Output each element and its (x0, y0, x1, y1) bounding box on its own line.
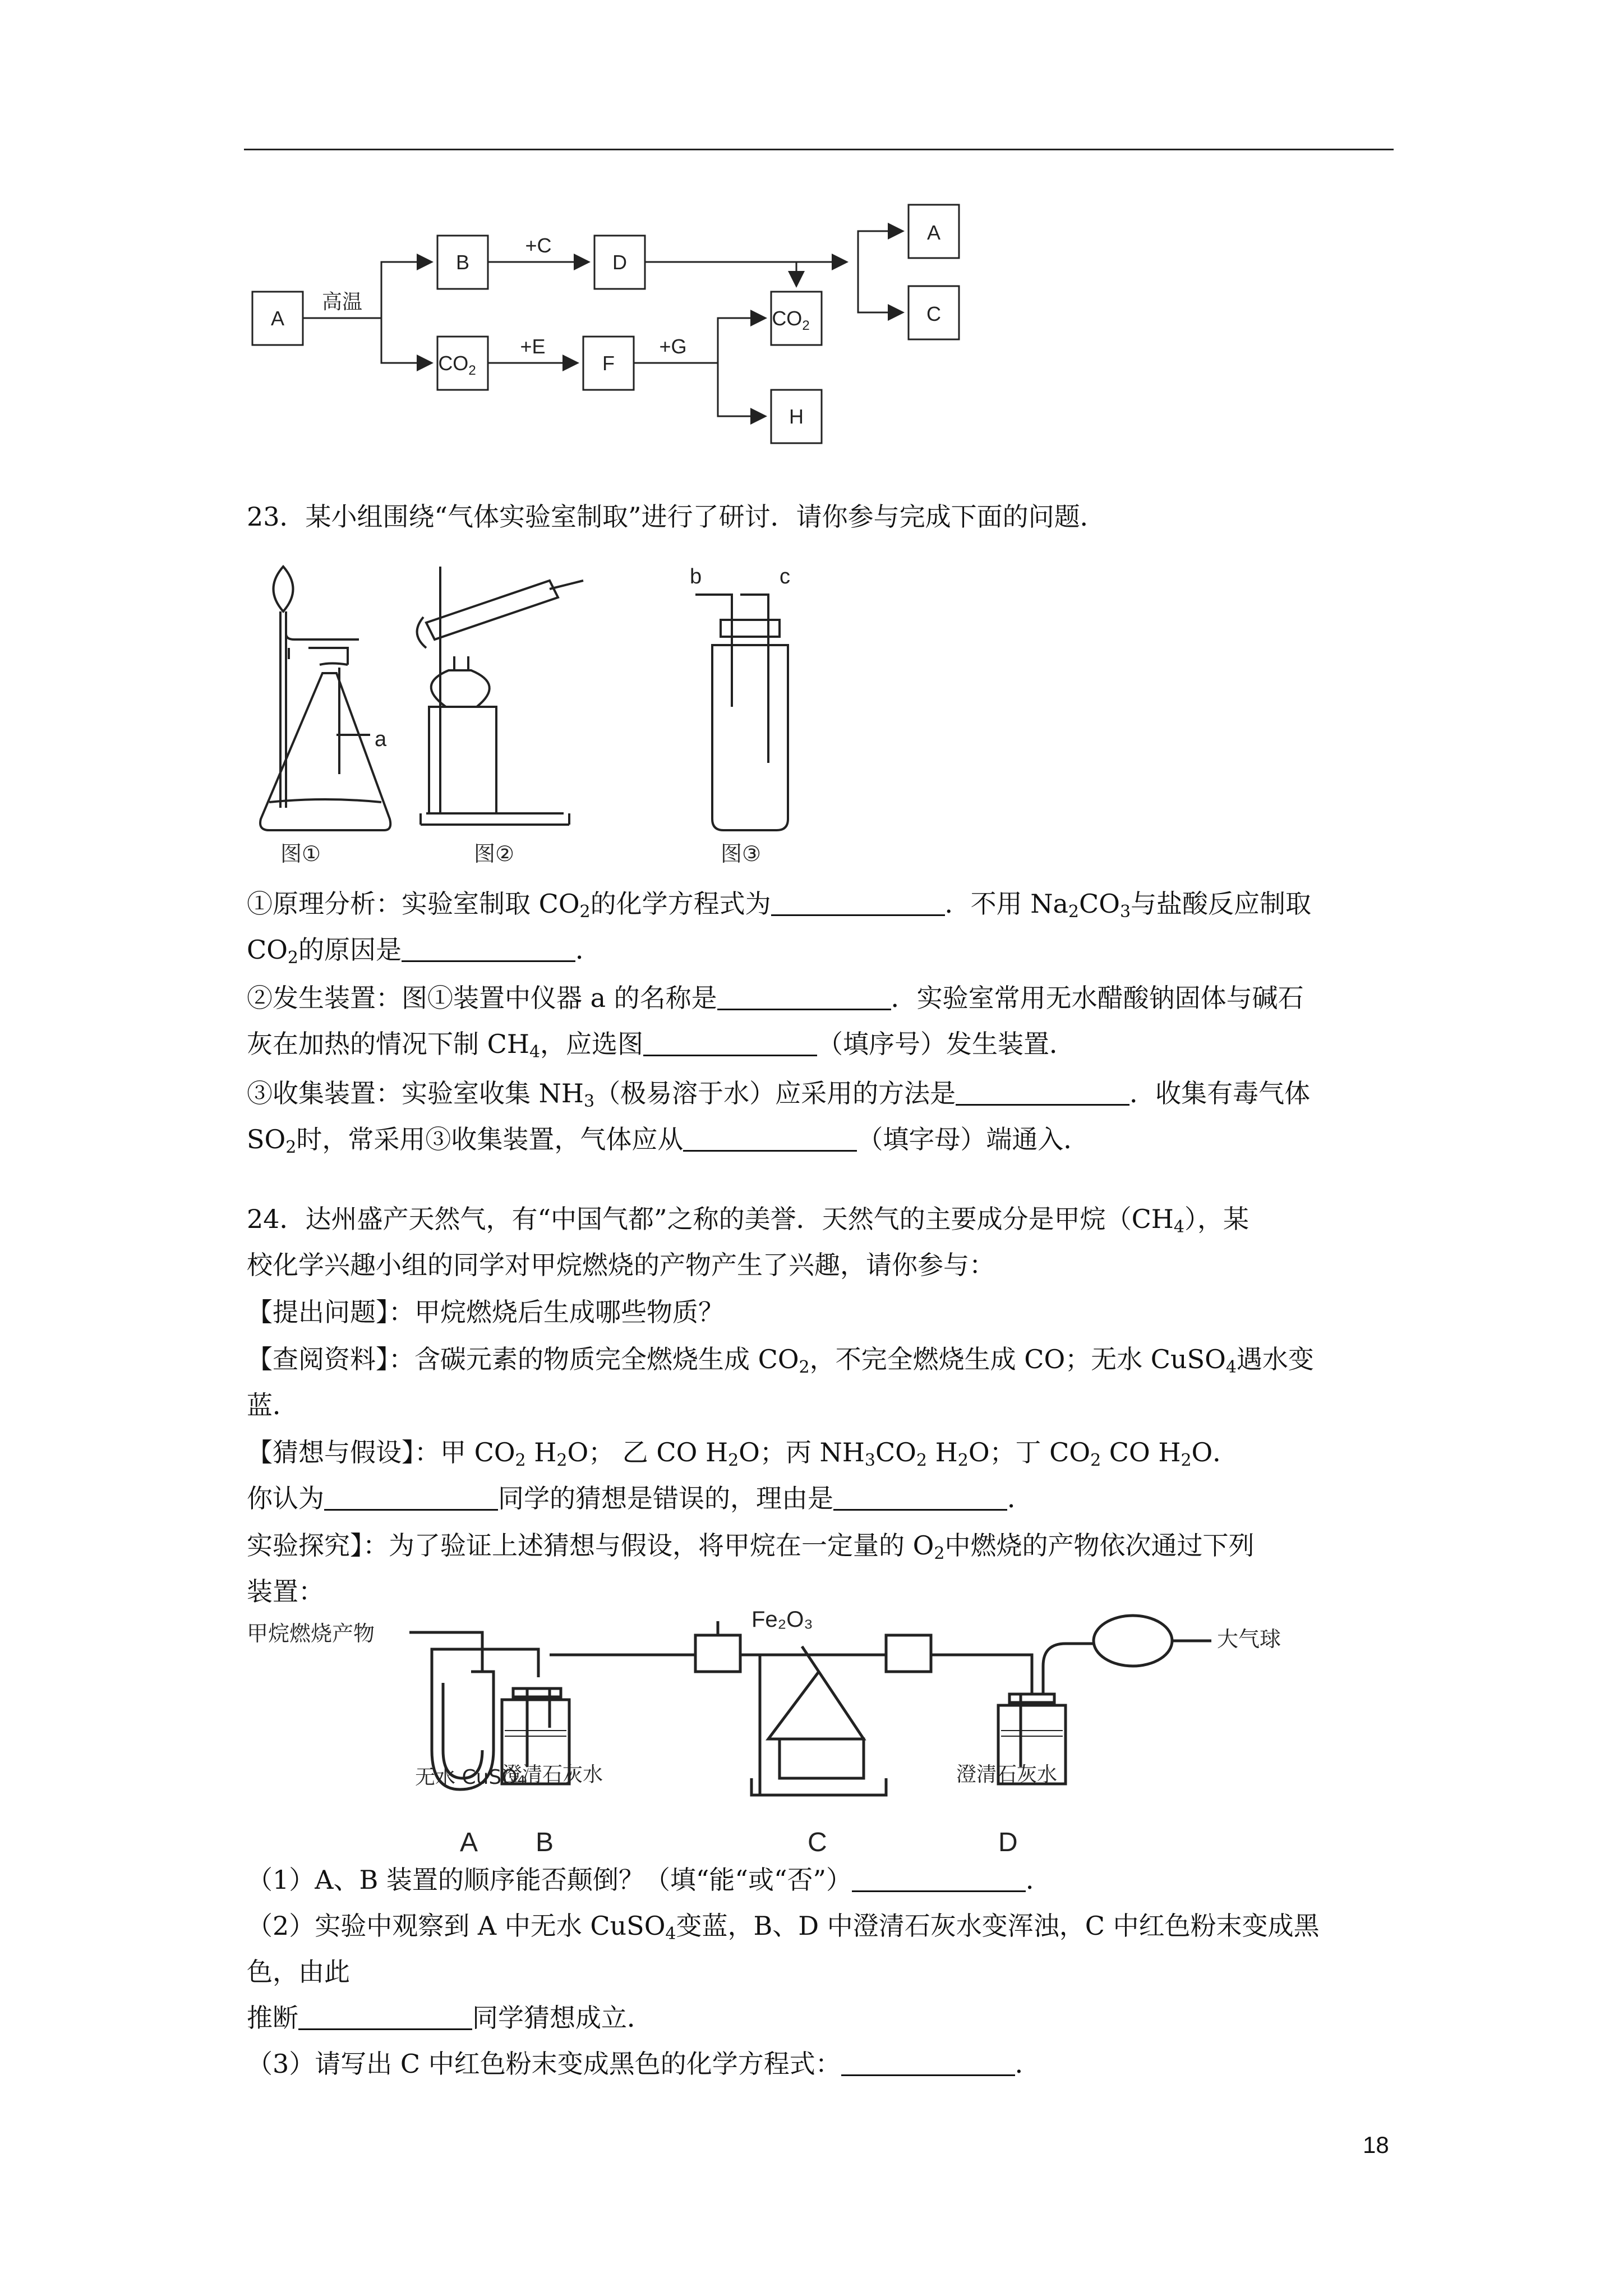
answer-blank[interactable] (833, 1480, 1007, 1511)
q23-line6: $SO_2$时，常采用③收集装置，气体应从 （填字母）端通入． (247, 1116, 1089, 1171)
q23-line5: ③收集装置：实验室收集 $NH_3$（极易溶于水）应采用的方法是 ．收集有毒气体 (247, 1070, 1310, 1125)
node-h: H (789, 405, 804, 428)
answer-blank[interactable] (683, 1121, 857, 1152)
answer-blank[interactable] (324, 1480, 498, 1511)
app-inlet-label: 甲烷燃烧产物 (247, 1621, 375, 1646)
q24-sub1: （1）A、B 装置的顺序能否颠倒？（填“能“或“否”） ． (247, 1857, 1052, 1903)
node-f: F (602, 352, 615, 375)
node-a-product: A (926, 221, 941, 244)
page-number: 18 (1363, 2132, 1389, 2158)
node-c: C (926, 302, 941, 325)
app-lime-b-label: 澄清石灰水 (502, 1763, 603, 1786)
q23-apparatus-figures (247, 550, 886, 875)
q23-line4: 灰在加热的情况下制 $CH_4$，应选图 （填序号）发生装置． (247, 1021, 1075, 1075)
node-d: D (612, 251, 627, 274)
q23-line3: ②发生装置：图①装置中仪器 a 的名称是 ．实验室常用无水醋酸钠固体与碱石 (247, 975, 1304, 1021)
app-fe2o3-label: Fe₂O₃ (751, 1607, 813, 1632)
label-plus-g: +G (659, 335, 687, 358)
app-lime-d-label: 澄清石灰水 (956, 1763, 1058, 1786)
condition-high-temp: 高温 (321, 291, 363, 314)
node-b: B (455, 251, 470, 274)
q24-sub2: （2）实验中观察到 A 中无水 CuSO$_4$变蓝，B、D 中澄清石灰水变浑浊，C 中红色粉末变成黑 (247, 1911, 1320, 1944)
header-rule (244, 149, 1394, 150)
label-a: a (375, 728, 387, 751)
q24-line1: 24．达州盛产天然气，有“中国气都”之称的美誉．天然气的主要成分是甲烷$(CH_4)$，某 (247, 1204, 1249, 1237)
q23-intro: 23．某小组围绕“气体实验室制取”进行了研讨．请你参与完成下面的问题． (247, 501, 1106, 532)
q23-line2: $CO_2$的原因是 ． (247, 927, 601, 981)
answer-blank[interactable] (298, 1999, 472, 2030)
q24-apparatus (247, 1607, 1281, 1862)
label-plus-c: +C (525, 234, 552, 257)
q24-line5: 蓝． (247, 1390, 298, 1420)
node-co2-right: $CO_2$ (772, 307, 810, 333)
answer-blank[interactable] (841, 2045, 1015, 2076)
q24-line8: 实验探究】：为了验证上述猜想与假设，将甲烷在一定量的 $O_2$中燃烧的产物依次通过下列 (247, 1530, 1255, 1563)
label-plus-e: +E (520, 335, 546, 358)
q24-question: 【提出问题】：甲烷燃烧后生成哪些物质？ (247, 1297, 724, 1327)
label-b: b (690, 565, 702, 588)
app-a-label: A (460, 1828, 478, 1857)
answer-blank[interactable] (852, 1861, 1026, 1892)
q24-sub2-cont: 色，由此 (247, 1957, 350, 1987)
q24-line9: 装置： (247, 1576, 324, 1607)
answer-blank[interactable] (643, 1025, 817, 1056)
fig-1-label: 图① (280, 841, 321, 866)
answer-blank[interactable] (771, 885, 945, 916)
fig-3-label: 图③ (721, 841, 762, 866)
q23-line1: ①原理分析：实验室制取 $CO_2$的化学方程式为 ．不用 $Na_2CO_3$与盐酸反应制取 (247, 881, 1311, 935)
app-b-label: B (536, 1828, 554, 1857)
q24-line7: 你认为 同学的猜想是错误的，理由是 ． (247, 1475, 1033, 1521)
node-a: A (270, 307, 285, 330)
answer-blank[interactable] (956, 1075, 1129, 1106)
q24-sub3: （3）请写出 C 中红色粉末变成黑色的化学方程式： ． (247, 2041, 1041, 2087)
q24-reference: 【查阅资料】：含碳元素的物质完全燃烧生成 $CO_2$，不完全燃烧生成 CO；无水 CuSO$_4$遇水变 (247, 1344, 1314, 1377)
app-balloon-label: 大气球 (1217, 1627, 1281, 1651)
q24-line2: 校化学兴趣小组的同学对甲烷燃烧的产物产生了兴趣，请你参与： (247, 1250, 995, 1280)
label-c: c (780, 565, 790, 588)
q24-hypothesis: 【猜想与假设】：甲 $CO_2$ $H_2O$； 乙 CO $H_2O$；丙 $NH_3CO_2$ $H_2O$；丁 $CO_2$ CO $H_2O$． (247, 1437, 1239, 1470)
answer-blank[interactable] (717, 979, 891, 1010)
app-d-label: D (998, 1828, 1018, 1857)
q24-sub2-infer: 推断 同学猜想成立． (247, 1995, 653, 2041)
app-cuso4-label: 无水 CuSO₄ (415, 1766, 526, 1789)
app-c-label: C (808, 1828, 827, 1857)
node-co2-left: $CO_2$ (438, 352, 476, 378)
fig-2-label: 图② (474, 841, 515, 866)
reaction-flow-diagram (247, 185, 976, 454)
answer-blank[interactable] (402, 931, 575, 962)
